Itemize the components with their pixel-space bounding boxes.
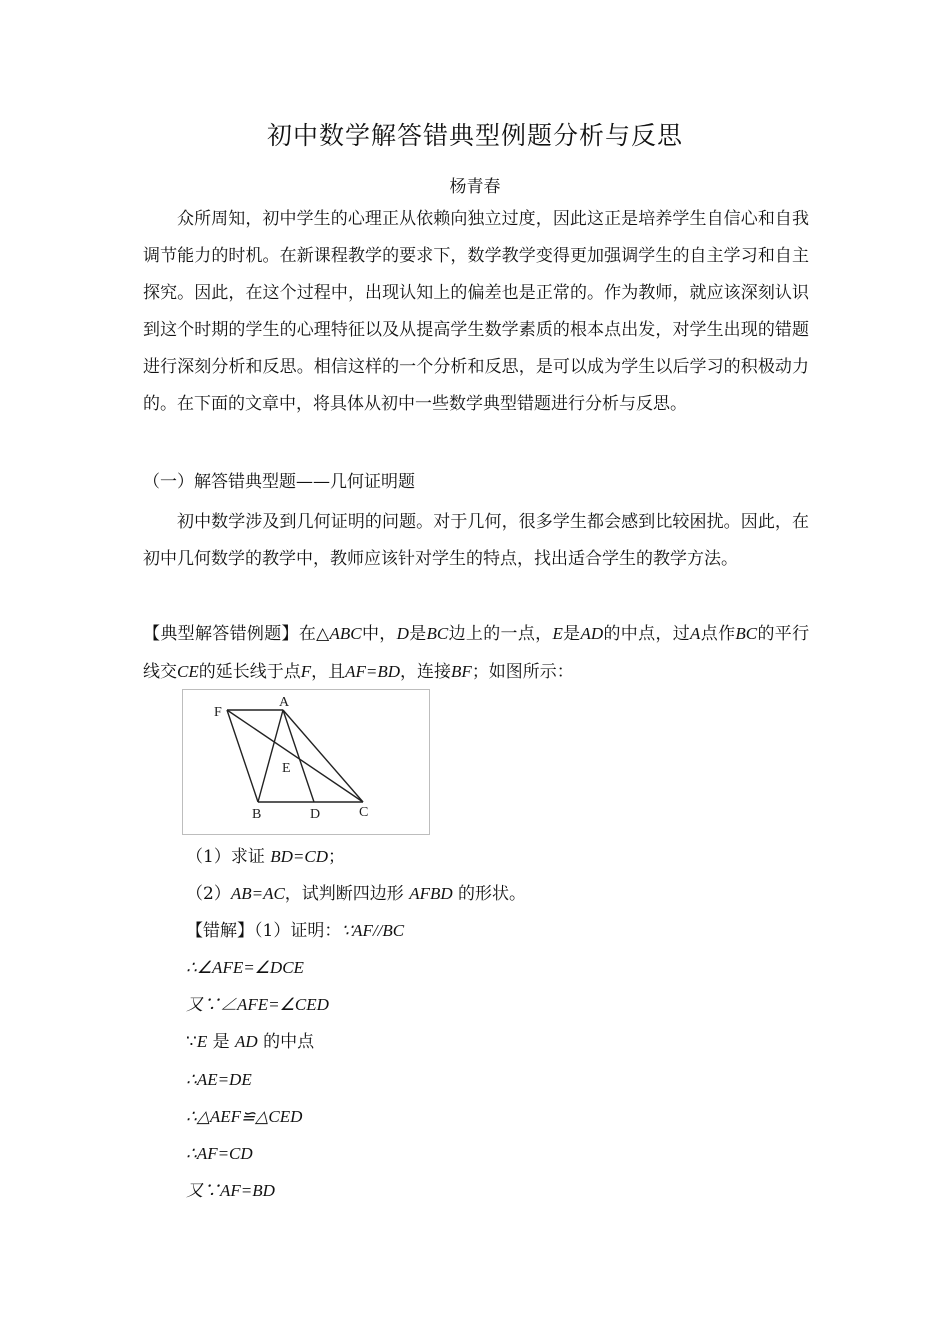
segment-fb bbox=[227, 710, 258, 802]
label-b: B bbox=[252, 807, 262, 822]
proof-line-7: 又∵AF=BD bbox=[186, 1181, 275, 1200]
section-paragraph: 初中数学涉及到几何证明的问题。对于几何，很多学生都会感到比较困扰。因此，在初中几何数学的教学中，教师应该针对学生的特点，找出适合学生的教学方法。 bbox=[143, 512, 809, 569]
segment-ab bbox=[258, 710, 283, 802]
example-label: 【典型解答错例题】 bbox=[143, 624, 299, 644]
label-e: E bbox=[282, 761, 291, 776]
wrong-solution-label: 【错解】（1）证明： bbox=[186, 921, 342, 941]
proof-line-3: ∵E 是 AD 的中点 bbox=[186, 1032, 315, 1052]
question-2: （2）AB=AC，试判断四边形 AFBD 的形状。 bbox=[186, 884, 527, 904]
label-f: F bbox=[214, 705, 222, 720]
label-c: C bbox=[359, 805, 369, 820]
proof-line-2: 又∵∠AFE=∠CED bbox=[186, 995, 329, 1014]
proof-line-0: 【错解】（1）证明：∵AF//BC bbox=[186, 921, 405, 941]
proof-line-5: ∴△AEF≌△CED bbox=[186, 1107, 303, 1126]
example-problem: 【典型解答错例题】在△ABC中，D是BC边上的一点，E是AD的中点，过A点作BC的平行线交CE的延长线于点F，且AF=BD，连接BF；如图所示： bbox=[143, 624, 810, 682]
proof-line-6: ∴AF=CD bbox=[186, 1144, 253, 1163]
segment-ad bbox=[283, 710, 314, 802]
geometry-diagram bbox=[183, 690, 429, 834]
intro-paragraph: 众所周知，初中学生的心理正从依赖向独立过度，因此这正是培养学生自信心和自我调节能力的时机。在新课程教学的要求下，数学教学变得更加强调学生的自主学习和自主探究。因此，在这个过程中，出现认知上的偏差也是正常的。作为教师，就应该深刻认识到这个时期的学生的心理特征以及从提高学生数学素质的根本点出发，对学生出现的错题进行深刻分析和反思。相信这样的一个分析和反思，是可以成为学生以后学习的积极动力的。在下面的文章中，将具体从初中一些数学典型错题进行分析与反思。 bbox=[143, 209, 809, 414]
geometry-figure bbox=[182, 689, 430, 835]
author: 杨青春 bbox=[449, 177, 501, 197]
question-1: （1）求证 BD=CD； bbox=[186, 847, 345, 867]
page-title: 初中数学解答错典型例题分析与反思 bbox=[266, 121, 683, 150]
label-a: A bbox=[279, 695, 290, 710]
proof-line-4: ∴AE=DE bbox=[186, 1070, 252, 1089]
section-heading: （一）解答错典型题——几何证明题 bbox=[143, 472, 415, 492]
proof-line-1: ∴∠AFE=∠DCE bbox=[186, 958, 304, 977]
label-d: D bbox=[310, 807, 321, 822]
